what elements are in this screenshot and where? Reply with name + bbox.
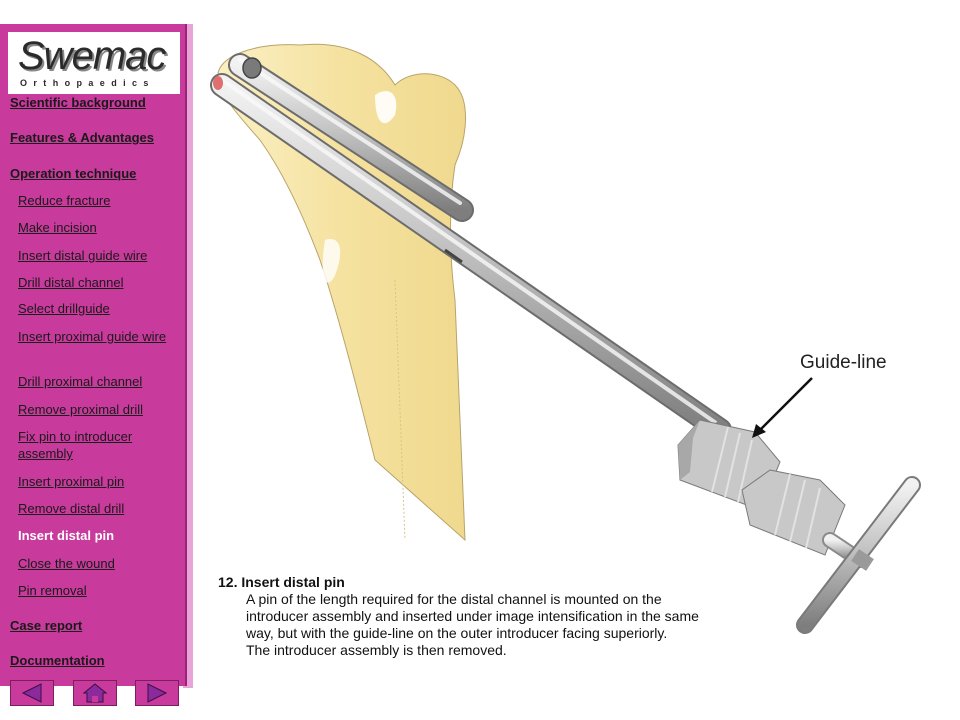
logo-brand: Swemac	[18, 34, 166, 78]
nav-drill-distal-channel[interactable]: Drill distal channel	[18, 275, 124, 290]
step-description-line: The introducer assembly is then removed.	[246, 642, 507, 658]
nav-scientific-background[interactable]: Scientific background	[10, 95, 146, 110]
guide-line-arrow	[752, 378, 812, 438]
step-title: 12. Insert distal pin	[218, 574, 345, 590]
nav-make-incision[interactable]: Make incision	[18, 220, 97, 235]
nav-case-report[interactable]: Case report	[10, 618, 83, 633]
nav-reduce-fracture[interactable]: Reduce fracture	[18, 193, 111, 208]
nav-insert-distal-pin[interactable]: Insert distal pin	[18, 528, 115, 543]
step-description-line: way, but with the guide-line on the outer introducer facing superiorly.	[246, 625, 668, 641]
nav-select-drillguide[interactable]: Select drillguide	[18, 301, 110, 316]
distal-pin	[213, 76, 720, 430]
nav-drill-proximal-channel[interactable]: Drill proximal channel	[18, 374, 143, 389]
step-caption	[218, 574, 778, 659]
logo-tagline: Orthopaedics	[20, 78, 155, 88]
nav-documentation[interactable]: Documentation	[10, 653, 105, 668]
nav-fix-pin-to-introducer[interactable]: Fix pin to introducer assembly	[18, 429, 133, 461]
nav-insert-distal-guide-wire[interactable]: Insert distal guide wire	[18, 248, 148, 263]
nav-insert-proximal-pin[interactable]: Insert proximal pin	[18, 474, 125, 489]
nav-remove-proximal-drill[interactable]: Remove proximal drill	[18, 402, 143, 417]
nav-features-advantages[interactable]: Features & Advantages	[10, 130, 155, 145]
nav-remove-distal-drill[interactable]: Remove distal drill	[18, 501, 125, 516]
step-description-line: introducer assembly and inserted under image intensification in the same	[246, 608, 699, 624]
nav-insert-proximal-guide-wire[interactable]: Insert proximal guide wire	[18, 329, 167, 344]
nav-pin-removal[interactable]: Pin removal	[18, 583, 87, 598]
nav-close-the-wound[interactable]: Close the wound	[18, 556, 115, 571]
step-description	[218, 591, 778, 659]
guide-line-label: Guide-line	[800, 352, 887, 373]
nav-operation-technique[interactable]: Operation technique	[10, 166, 137, 181]
step-description-line: A pin of the length required for the distal channel is mounted on the	[246, 591, 662, 607]
